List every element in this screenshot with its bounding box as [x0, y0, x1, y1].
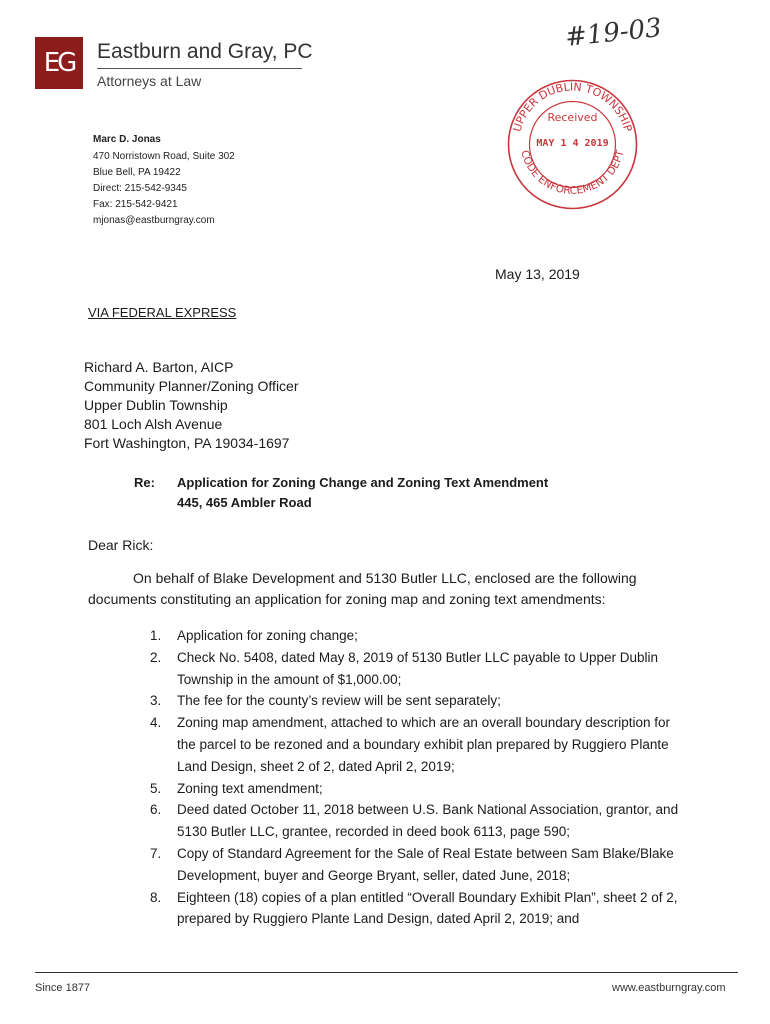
re-label: Re: [134, 475, 155, 490]
list-item-text: Copy of Standard Agreement for the Sale of Real Estate between Sam Blake/Blake Development, buyer and George Bryant, seller, dated June, 2018; [177, 845, 674, 883]
firm-subtitle: Attorneys at Law [97, 73, 202, 89]
list-item-number: 7. [150, 845, 162, 861]
list-item-number: 1. [150, 628, 162, 643]
attorney-address-line-2: Blue Bell, PA 19422 [93, 167, 181, 178]
stamp-date: MAY 1 4 2019 [536, 138, 609, 149]
list-item [150, 778, 690, 800]
received-stamp [505, 77, 640, 212]
letterhead-divider [97, 68, 302, 69]
attorney-address-line-1: 470 Norristown Road, Suite 302 [93, 151, 235, 162]
list-item-text: Zoning text amendment; [177, 780, 323, 796]
delivery-method: VIA FEDERAL EXPRESS [88, 305, 237, 320]
stamp-received-label: Received [547, 111, 598, 124]
re-subject-line: Application for Zoning Change and Zoning Text Amendment [177, 475, 549, 490]
enclosure-list [150, 625, 690, 930]
body-paragraph [88, 568, 648, 610]
list-item [150, 843, 690, 887]
list-item-text: Check No. 5408, dated May 8, 2019 of 5130 Butler LLC payable to Upper Dublin Township in the amount of $1,000.00; [177, 649, 659, 687]
footer-divider [35, 972, 738, 973]
list-item [150, 647, 690, 691]
attorney-name: Marc D. Jonas [93, 134, 161, 145]
recipient-title: Community Planner/Zoning Officer [84, 378, 299, 394]
list-item-text: The fee for the county’s review will be sent separately; [177, 693, 501, 709]
handwritten-file-number: #19-03 [563, 13, 664, 53]
list-item [150, 625, 690, 647]
footer-website[interactable]: www.eastburngray.com [612, 982, 726, 994]
list-item-text: Deed dated October 11, 2018 between U.S. Bank National Association, grantor, and 5130 Butler LLC, grantee, recorded in deed book 6113, page 590; [177, 802, 679, 840]
footer-since: Since 1877 [35, 982, 91, 994]
list-item-number: 3. [150, 693, 162, 709]
salutation: Dear Rick: [88, 537, 154, 553]
body-paragraph-text: On behalf of Blake Development and 5130 Butler LLC, enclosed are the following documents constituting an application for zoning map and zoning text amendments: [88, 570, 637, 607]
list-item-text: Eighteen (18) copies of a plan entitled “Overall Boundary Exhibit Plan”, sheet 2 of 2, prepared by Ruggiero Plante Land Design, dated April 2, 2019; and [177, 889, 678, 927]
recipient-city: Fort Washington, PA 19034-1697 [84, 435, 290, 451]
list-item-text: Zoning map amendment, attached to which are an overall boundary description for the parcel to be rezoned and a boundary exhibit plan prepared by Ruggiero Plante Land Design, sheet 2 of 2, dated April 2, 2019; [177, 715, 671, 774]
list-item [150, 690, 690, 712]
stamp-bottom-arc-text: CODE ENFORCEMENT DEPT [518, 149, 627, 197]
list-item [150, 712, 690, 777]
attorney-email: mjonas@eastburngray.com [93, 215, 215, 226]
list-item-number: 5. [150, 780, 162, 796]
list-item-number: 8. [150, 889, 162, 905]
attorney-direct-phone: Direct: 215-542-9345 [93, 183, 187, 194]
list-item-number: 4. [150, 715, 162, 731]
stamp-top-arc-text: UPPER DUBLIN TOWNSHIP [510, 80, 635, 134]
list-item-text: Application for zoning change; [177, 628, 358, 643]
firm-name: Eastburn and Gray, PC [97, 40, 313, 63]
letter-date: May 13, 2019 [495, 266, 580, 282]
list-item-number: 6. [150, 802, 162, 818]
recipient-street: 801 Loch Alsh Avenue [84, 416, 223, 432]
list-item-number: 2. [150, 649, 162, 665]
recipient-organization: Upper Dublin Township [84, 397, 228, 413]
recipient-name: Richard A. Barton, AICP [84, 359, 234, 375]
list-item [150, 799, 690, 843]
attorney-fax: Fax: 215-542-9421 [93, 199, 178, 210]
re-address-line: 445, 465 Ambler Road [177, 495, 312, 510]
list-item [150, 887, 690, 931]
firm-logo: EG [35, 37, 83, 89]
